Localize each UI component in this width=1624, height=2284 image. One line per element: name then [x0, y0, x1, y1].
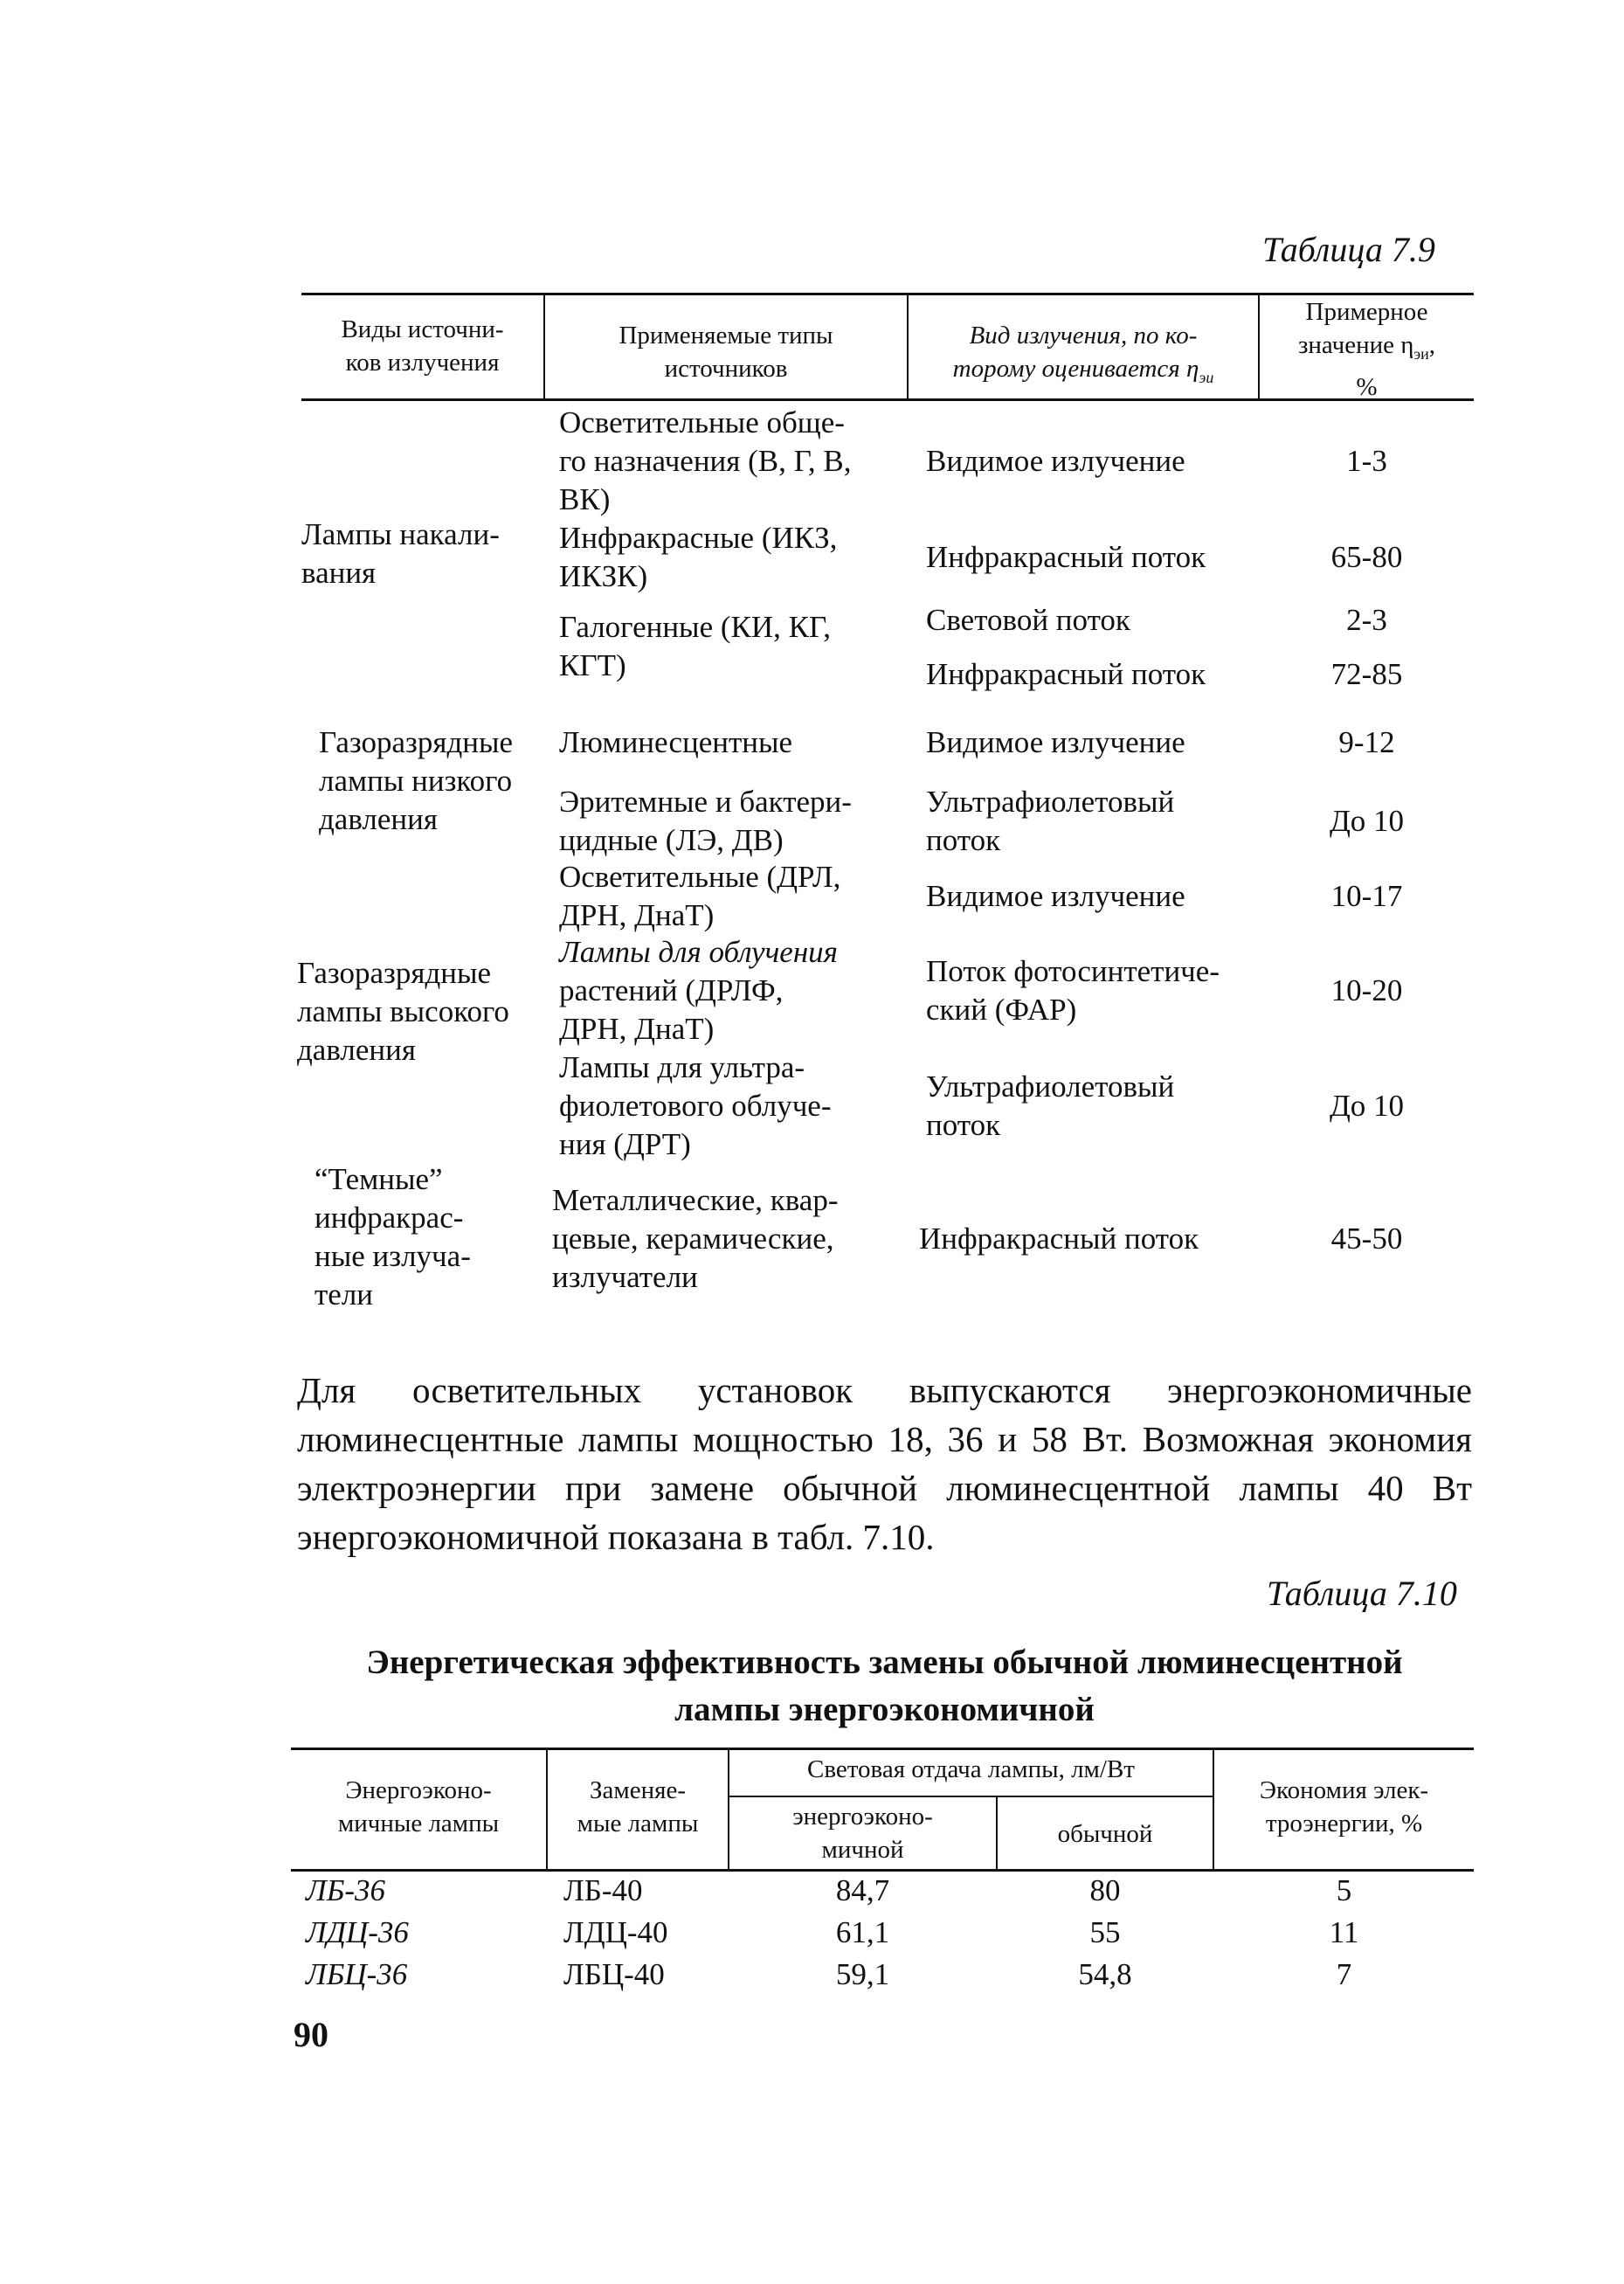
table-cell: Ультрафиолетовый поток — [926, 1069, 1175, 1142]
table-cell: 54,8 — [1078, 1957, 1132, 1991]
header-radiation-kind: Вид излучения, по ко- торому оценивается $\eta_{эи}$ — [952, 322, 1214, 386]
table-row: Инфракрасные (ИКЗ, ИКЗК) — [559, 521, 838, 593]
header-source-kinds: Виды источни- ков излучения — [341, 315, 504, 377]
header-energy-economy: Экономия элек- троэнергии, % — [1259, 1776, 1429, 1838]
header-source-types: Применяемые типы источников — [619, 322, 833, 383]
table-7-10-title: Энергетическая эффективность замены обычной люминесцентной лампы энергоэкономичной — [366, 1644, 1403, 1728]
table-cell: Инфракрасный поток — [926, 657, 1206, 691]
table-cell: 5 — [1336, 1873, 1352, 1907]
group-low-pressure: Газоразрядные лампы низкого давления — [319, 725, 514, 836]
header-luminous-efficacy: Световая отдача лампы, лм/Вт — [807, 1755, 1135, 1783]
page-number: 90 — [294, 2015, 328, 2054]
header-energy-saving-sub: энергоэконо- мичной — [792, 1803, 933, 1864]
header-replaced-lamps: Заменяе- мые лампы — [577, 1776, 699, 1838]
table-row: Лампы для ультра- фиолетового облуче- ния (ДРТ) — [559, 1050, 832, 1161]
table-cell: Видимое излучение — [926, 444, 1185, 478]
table-cell: 45-50 — [1330, 1222, 1403, 1256]
table-cell: ЛБ-40 — [563, 1873, 643, 1907]
table-cell: 9-12 — [1338, 725, 1395, 759]
table-cell: ЛДЦ-36 — [306, 1915, 409, 1949]
table-cell: Видимое излучение — [926, 725, 1185, 759]
table-cell: Инфракрасный поток — [926, 540, 1206, 574]
header-energy-saving-lamps: Энергоэконо- мичные лампы — [337, 1776, 500, 1838]
table-cell: 61,1 — [835, 1915, 890, 1949]
table-cell: 72-85 — [1330, 657, 1403, 691]
table-cell: Инфракрасный поток — [919, 1222, 1199, 1256]
table-cell: Поток фотосинтетиче- ский (ФАР) — [926, 954, 1220, 1027]
table-7-10-caption: Таблица 7.10 — [1267, 1574, 1457, 1613]
table-row: Осветительные обще- го назначения (В, Г, В, ВК) — [559, 405, 852, 516]
table-cell: 10-17 — [1330, 879, 1403, 913]
table-row: Осветительные (ДРЛ, ДРН, ДнаТ) — [559, 860, 841, 932]
table-cell: Световой поток — [926, 603, 1130, 637]
table-cell: 59,1 — [835, 1957, 890, 1991]
table-cell: 7 — [1336, 1957, 1352, 1991]
table-cell: До 10 — [1329, 1089, 1405, 1123]
table-cell: До 10 — [1329, 804, 1405, 838]
table-cell: Видимое излучение — [926, 879, 1185, 913]
table-cell: 80 — [1089, 1873, 1121, 1907]
table-7-9-caption: Таблица 7.9 — [1262, 230, 1435, 269]
group-high-pressure: Газоразрядные лампы высокого давления — [297, 956, 509, 1067]
table-row: Лампы для облучения растений (ДРЛФ, ДРН, ДнаТ) — [559, 935, 838, 1046]
table-cell: 2-3 — [1346, 603, 1387, 637]
group-incandescent: Лампы накали- вания — [301, 517, 500, 590]
table-cell: 10-20 — [1330, 973, 1403, 1007]
table-cell: ЛДЦ-40 — [563, 1915, 668, 1949]
table-cell: 11 — [1329, 1915, 1359, 1949]
table-cell: ЛБЦ-40 — [563, 1957, 665, 1991]
table-cell: ЛБ-36 — [306, 1873, 386, 1907]
body-paragraph: Для осветительных установок выпускаются энергоэкономичные люминесцентные лампы мощностью 18, 36 и 58 Вт. Возможная экономия электроэнергии при замене обычной люминесцентной лампы 40 Вт энергоэкономичной показана в табл. 7.10. — [297, 1370, 1472, 1557]
table-cell: 65-80 — [1330, 540, 1403, 574]
group-dark-infrared: “Темные” инфракрас- ные излуча- тели — [314, 1162, 471, 1312]
table-cell: 84,7 — [835, 1873, 890, 1907]
table-cell: 1-3 — [1346, 444, 1387, 478]
header-approx-value: Примерное значение $\eta_{эи}$, % — [1297, 298, 1436, 401]
table-row: Люминесцентные — [559, 725, 793, 759]
table-cell: Ультрафиолетовый поток — [926, 785, 1175, 857]
header-ordinary: обычной — [1057, 1820, 1153, 1848]
table-row: Галогенные (КИ, КГ, КГТ) — [559, 610, 832, 682]
table-cell: 55 — [1089, 1915, 1121, 1949]
table-row: Эритемные и бактери- цидные (ЛЭ, ДВ) — [559, 785, 852, 857]
table-cell: ЛБЦ-36 — [306, 1957, 408, 1991]
table-row: Металлические, квар- цевые, керамические, излучатели — [552, 1183, 839, 1294]
